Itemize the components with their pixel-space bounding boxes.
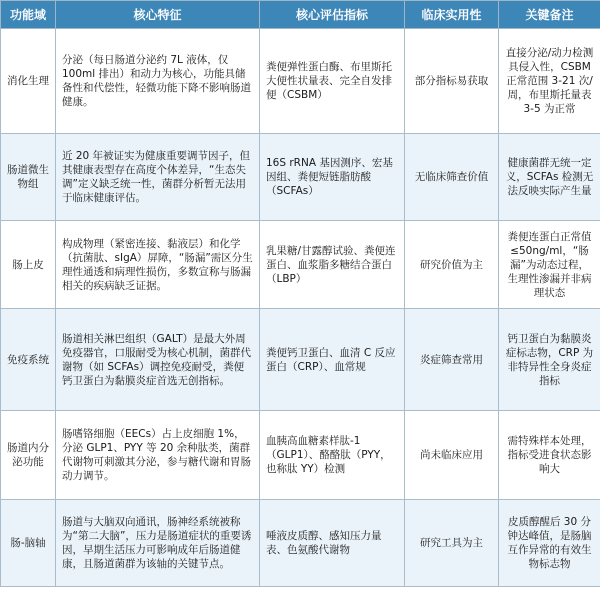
notes-cell: 健康菌群无统一定义，SCFAs 检测无法反映实际产生量 — [499, 134, 600, 221]
notes-cell: 直接分泌/动力检测具侵入性，CSBM 正常范围 3-21 次/周，布里斯托量表 3-5 为正常 — [499, 29, 600, 134]
header-row — [1, 1, 600, 29]
table-row — [1, 134, 600, 221]
metrics-cell: 粪便弹性蛋白酶、布里斯托大便性状量表、完全自发排便（CSBM） — [260, 29, 405, 134]
domain-cell: 免疫系统 — [1, 309, 56, 411]
feature-cell: 肠嗜铬细胞（EECs）占上皮细胞 1%，分泌 GLP1、PYY 等 20 余种肽类，菌群代谢物可刺激其分泌，参与糖代谢和胃肠动力调节。 — [56, 411, 260, 500]
table-row — [1, 500, 600, 587]
table-row — [1, 411, 600, 500]
table-row — [1, 29, 600, 134]
table-row — [1, 221, 600, 309]
domain-cell: 肠-脑轴 — [1, 500, 56, 587]
utility-cell: 部分指标易获取 — [405, 29, 499, 134]
metrics-cell: 16S rRNA 基因测序、宏基因组、粪便短链脂肪酸（SCFAs） — [260, 134, 405, 221]
header-metrics: 核心评估指标 — [260, 1, 405, 29]
domain-cell: 肠道微生物组 — [1, 134, 56, 221]
notes-cell: 需特殊样本处理，指标受进食状态影响大 — [499, 411, 600, 500]
domain-cell: 肠上皮 — [1, 221, 56, 309]
utility-cell: 研究工具为主 — [405, 500, 499, 587]
header-notes: 关键备注 — [499, 1, 600, 29]
utility-cell: 尚未临床应用 — [405, 411, 499, 500]
table-row — [1, 309, 600, 411]
header-domain: 功能域 — [1, 1, 56, 29]
notes-cell: 粪便连蛋白正常值≤50ng/ml，“肠漏”为动态过程，生理性渗漏并非病理状态 — [499, 221, 600, 309]
notes-cell: 钙卫蛋白为黏膜炎症标志物，CRP 为非特异性全身炎症指标 — [499, 309, 600, 411]
metrics-cell: 粪便钙卫蛋白、血清 C 反应蛋白（CRP）、血常规 — [260, 309, 405, 411]
utility-cell: 研究价值为主 — [405, 221, 499, 309]
feature-cell: 分泌（每日肠道分泌约 7L 液体，仅 100ml 排出）和动力为核心，功能具储备性和代偿性，轻微功能下降不影响肠道健康。 — [56, 29, 260, 134]
header-feature: 核心特征 — [56, 1, 260, 29]
feature-cell: 肠道与大脑双向通讯，肠神经系统被称为“第二大脑”，压力是肠道症状的重要诱因，早期生活压力可影响成年后肠道健康，且肠道菌群为该轴的关键节点。 — [56, 500, 260, 587]
notes-cell: 皮质醇醒后 30 分钟达峰值，是肠脑互作异常的有效生物标志物 — [499, 500, 600, 587]
metrics-cell: 唾液皮质醇、感知压力量表、色氨酸代谢物 — [260, 500, 405, 587]
domain-cell: 消化生理 — [1, 29, 56, 134]
header-utility: 临床实用性 — [405, 1, 499, 29]
utility-cell: 炎症筛查常用 — [405, 309, 499, 411]
utility-cell: 无临床筛查价值 — [405, 134, 499, 221]
metrics-cell: 血胰高血糖素样肽-1（GLP1）、酪酪肽（PYY，也称肽 YY）检测 — [260, 411, 405, 500]
feature-cell: 肠道相关淋巴组织（GALT）是最大外周免疫器官，口服耐受为核心机制，菌群代谢物（如 SCFAs）调控免疫耐受，粪便钙卫蛋白为黏膜炎症首选无创指标。 — [56, 309, 260, 411]
feature-cell: 近 20 年被证实为健康重要调节因子，但其健康表型存在高度个体差异，“生态失调”定义缺乏统一性，菌群分析暂无法用于临床健康评估。 — [56, 134, 260, 221]
domain-cell: 肠道内分泌功能 — [1, 411, 56, 500]
feature-cell: 构成物理（紧密连接、黏液层）和化学（抗菌肽、sIgA）屏障，“肠漏”需区分生理性通透和病理性损伤，多数宣称与肠漏相关的疾病缺乏证据。 — [56, 221, 260, 309]
metrics-cell: 乳果糖/甘露醇试验、粪便连蛋白、血浆脂多糖结合蛋白（LBP） — [260, 221, 405, 309]
